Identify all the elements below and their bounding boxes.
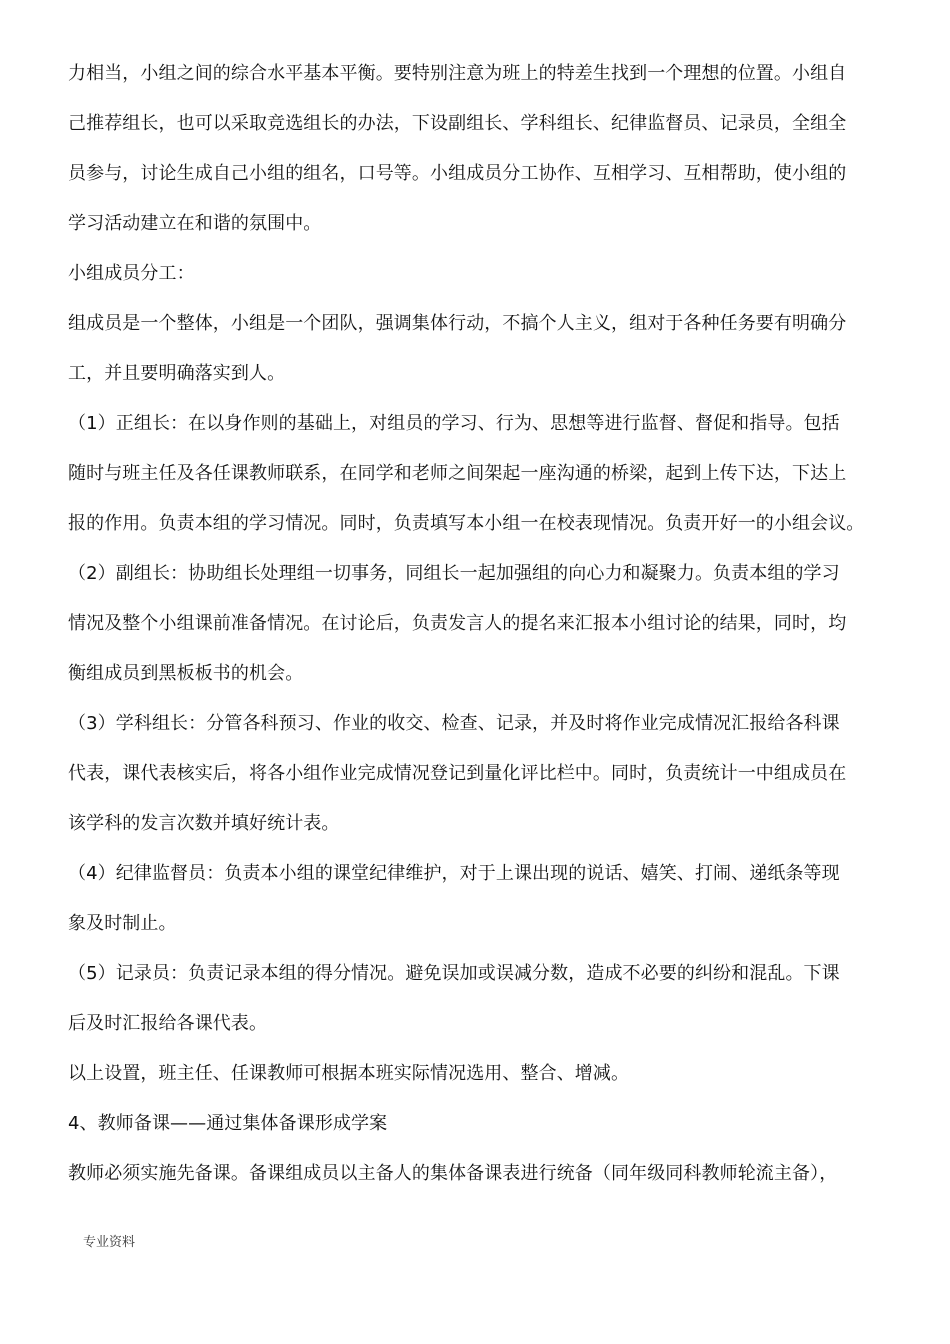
list-item-line: 情况及整个小组课前准备情况。在讨论后，负责发言人的提名来汇报本小组讨论的结果，同时，均 bbox=[68, 613, 847, 634]
paragraph-line: 学习活动建立在和谐的氛围中。 bbox=[68, 213, 322, 234]
list-item-line: 该学科的发言次数并填好统计表。 bbox=[68, 813, 340, 834]
list-item-line: （4）纪律监督员：负责本小组的课堂纪律维护，对于上课出现的说话、嬉笑、打闹、递纸条等现 bbox=[68, 863, 840, 884]
list-item-line: 象及时制止。 bbox=[68, 913, 177, 934]
paragraph-line: 以上设置，班主任、任课教师可根据本班实际情况选用、整合、增减。 bbox=[68, 1063, 630, 1084]
paragraph-line: 力相当，小组之间的综合水平基本平衡。要特别注意为班上的特差生找到一个理想的位置。小组自 bbox=[68, 63, 847, 84]
document-body bbox=[68, 55, 890, 1205]
list-item-line: （2）副组长：协助组长处理组一切事务，同组长一起加强组的向心力和凝聚力。负责本组的学习 bbox=[68, 563, 840, 584]
list-item-line: 后及时汇报给各课代表。 bbox=[68, 1013, 268, 1034]
list-item-line: 报的作用。负责本组的学习情况。同时，负责填写本小组一在校表现情况。负责开好一的小组会议。 bbox=[68, 513, 865, 534]
list-item-line: 衡组成员到黑板板书的机会。 bbox=[68, 663, 304, 684]
paragraph-line: 工，并且要明确落实到人。 bbox=[68, 363, 286, 384]
paragraph-line: 组成员是一个整体，小组是一个团队，强调集体行动，不搞个人主义，组对于各种任务要有明确分 bbox=[68, 313, 847, 334]
list-item-line: 代表，课代表核实后，将各小组作业完成情况登记到量化评比栏中。同时，负责统计一中组成员在 bbox=[68, 763, 847, 784]
page-footer: 专业资料 bbox=[83, 1235, 136, 1250]
list-item-line: （1）正组长：在以身作则的基础上，对组员的学习、行为、思想等进行监督、督促和指导。包括 bbox=[68, 413, 840, 434]
paragraph-line: 员参与，讨论生成自己小组的组名，口号等。小组成员分工协作、互相学习、互相帮助，使小组的 bbox=[68, 163, 847, 184]
paragraph-line: 教师必须实施先备课。备课组成员以主备人的集体备课表进行统备（同年级同科教师轮流主备）， bbox=[68, 1163, 838, 1184]
list-item-line: （3）学科组长：分管各科预习、作业的收交、检查、记录，并及时将作业完成情况汇报给各科课 bbox=[68, 713, 840, 734]
paragraph-line: 己推荐组长，也可以采取竞选组长的办法，下设副组长、学科组长、纪律监督员、记录员，全组全 bbox=[68, 113, 847, 134]
list-item-line: （5）记录员：负责记录本组的得分情况。避免误加或误减分数，造成不必要的纠纷和混乱。下课 bbox=[68, 963, 840, 984]
section-heading: 4、教师备课——通过集体备课形成学案 bbox=[68, 1113, 388, 1134]
section-label: 小组成员分工： bbox=[68, 263, 195, 284]
list-item-line: 随时与班主任及各任课教师联系，在同学和老师之间架起一座沟通的桥梁，起到上传下达，下达上 bbox=[68, 463, 847, 484]
